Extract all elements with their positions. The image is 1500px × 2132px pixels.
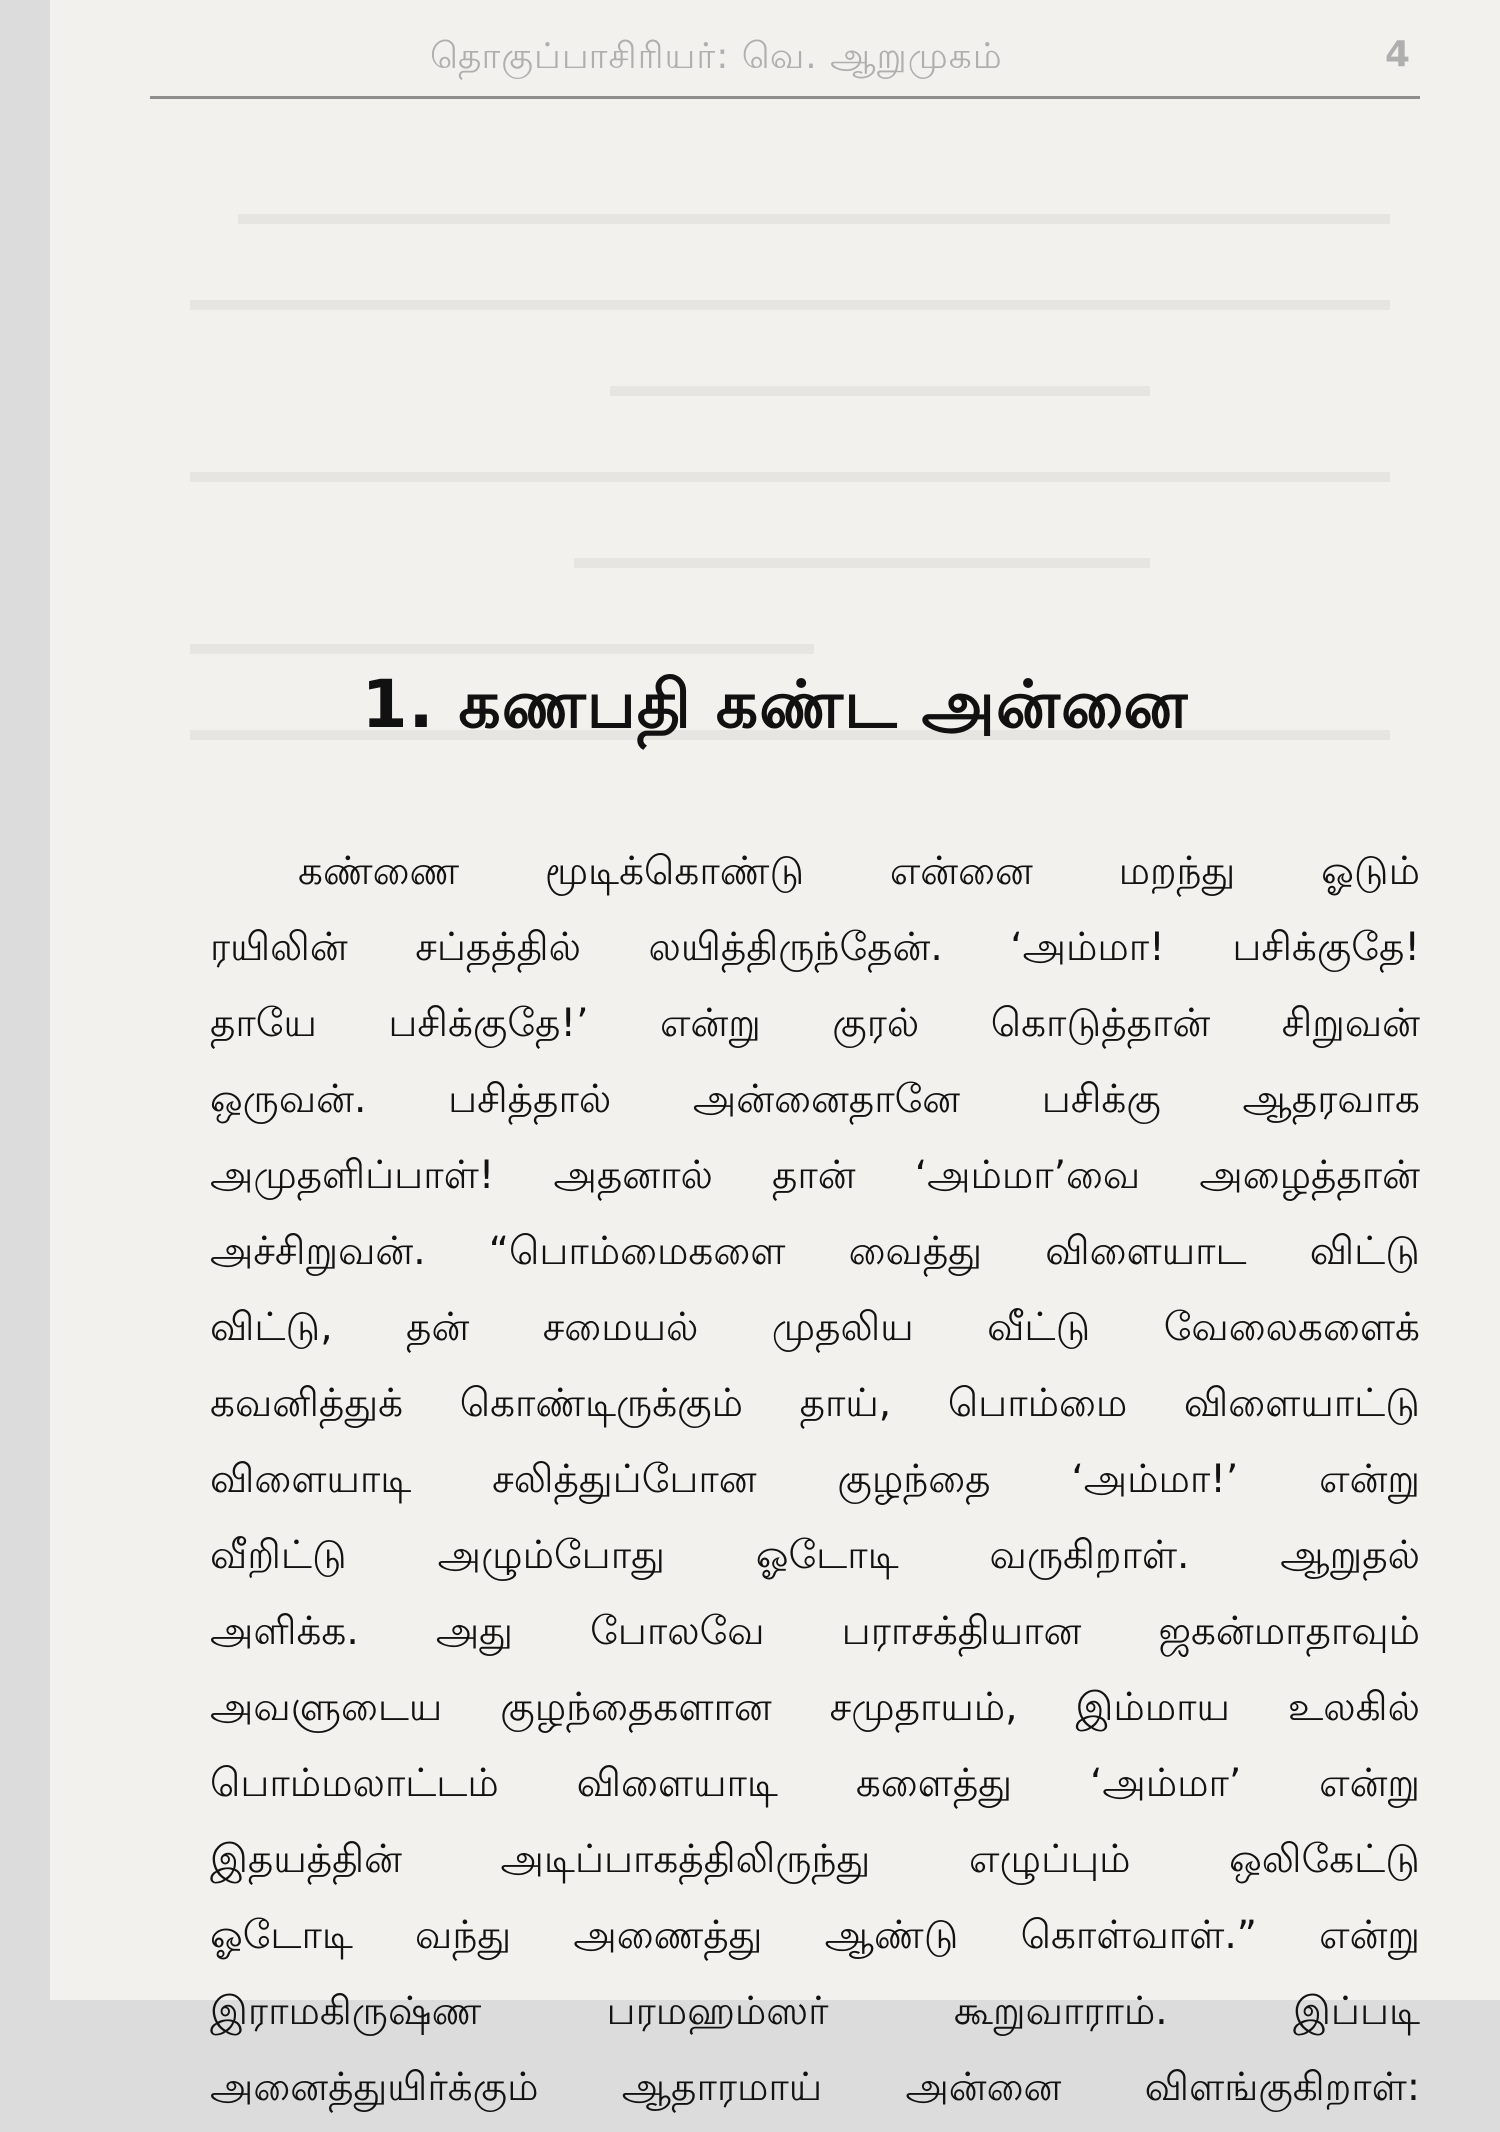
paragraph-line: இதயத்தின் அடிப்பாகத்திலிருந்து எழுப்பும் ஒலிகேட்டு: [210, 1837, 1420, 1882]
paragraph-line-text: கண்ணை மூடிக்கொண்டு என்னை மறந்து ஓடும்: [298, 849, 1420, 894]
paragraph-line: ஒருவன். பசித்தால் அன்னைதானே பசிக்கு ஆதரவாக: [210, 1077, 1420, 1122]
paragraph-line: [210, 840, 1420, 904]
paragraph-line: இராமகிருஷ்ண பரமஹம்ஸர் கூறுவாராம். இப்படி: [210, 1989, 1420, 2034]
paragraph-line: விளையாடி சலித்துப்போன குழந்தை ‘அம்மா!’ என்று: [210, 1457, 1420, 1502]
paragraph-line: பொம்மலாட்டம் விளையாடி களைத்து ‘அம்மா’ என்று: [210, 1761, 1420, 1806]
paragraph-line: அளிக்க. அது போலவே பராசக்தியான ஜகன்மாதாவும்: [210, 1609, 1420, 1654]
chapter-title: 1. கணபதி கண்ட அன்னை: [361, 666, 1189, 743]
paragraph-line: ரயிலின் சப்தத்தில் லயித்திருந்தேன். ‘அம்மா! பசிக்குதே!: [210, 925, 1420, 970]
paragraph-line: தாயே பசிக்குதே!’ என்று குரல் கொடுத்தான் சிறுவன்: [210, 1001, 1420, 1046]
running-header: [150, 30, 1410, 90]
chapter-body: [210, 840, 1420, 2132]
paragraph-line: அனைத்துயிர்க்கும் ஆதாரமாய் அன்னை விளங்குகிறாள்:: [210, 2065, 1420, 2110]
paragraph-line: விட்டு, தன் சமையல் முதலிய வீட்டு வேலைகளைக்: [210, 1305, 1420, 1350]
paragraph-line: ஓடோடி வந்து அணைத்து ஆண்டு கொள்வாள்.” என்று: [210, 1913, 1420, 1958]
paragraph-line: அவளுடைய குழந்தைகளான சமுதாயம், இம்மாய உலகில்: [210, 1685, 1420, 1730]
running-header-title: தொகுப்பாசிரியர்: வெ. ஆறுமுகம்: [430, 36, 1003, 77]
paragraph-line: வீறிட்டு அழும்போது ஓடோடி வருகிறாள். ஆறுதல்: [210, 1533, 1420, 1578]
book-page: [50, 0, 1500, 2110]
paragraph-line: அமுதளிப்பாள்! அதனால் தான் ‘அம்மா’வை அழைத்தான்: [210, 1153, 1420, 1198]
page-number: 4: [1384, 34, 1410, 75]
paragraph-line: கவனித்துக் கொண்டிருக்கும் தாய், பொம்மை விளையாட்டு: [210, 1381, 1420, 1426]
header-rule: [150, 96, 1420, 99]
paragraph-line: அச்சிறுவன். “பொம்மைகளை வைத்து விளையாட விட்டு: [210, 1229, 1420, 1274]
